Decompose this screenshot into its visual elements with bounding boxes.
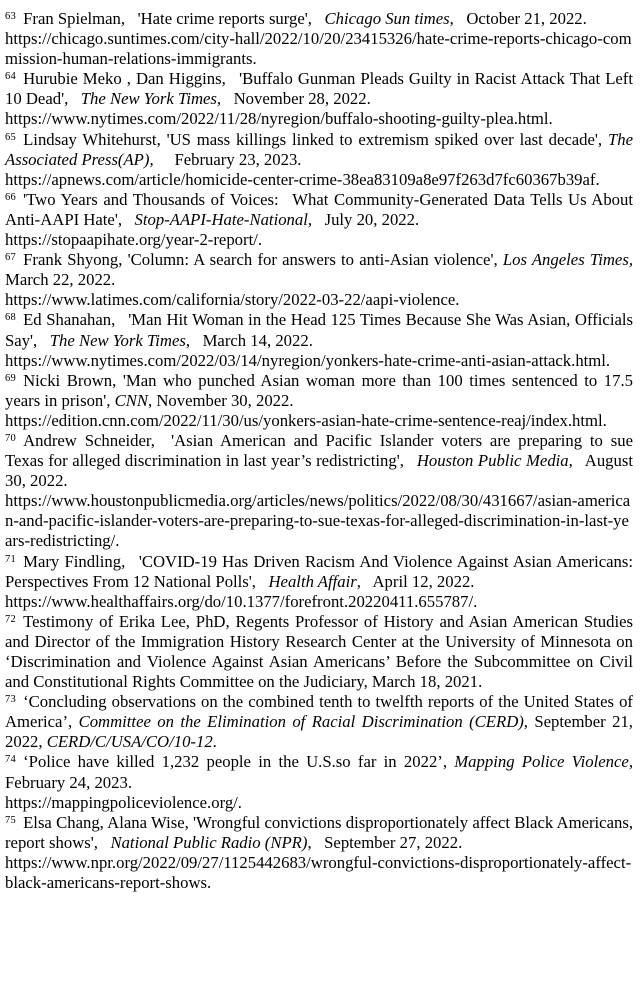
footnote-citation-text: March 22, 2022. [5, 270, 116, 290]
footnote [5, 130, 633, 190]
footnote-source-name: Health Affair [268, 571, 357, 591]
footnote-source-name: CNN [114, 390, 149, 410]
footnote-citation-text: ‘Police have killed 1,232 people in the U.S.so far in 2022’, [23, 752, 455, 772]
footnote-citation-text: 'Two Years and Thousands of Voices: What Community-Generated Data Tells Us About Anti-AAPI Hate', [5, 189, 633, 229]
footnote-citation-text: , October 21, 2022. [449, 9, 587, 28]
footnote-citation-text: Fran Spielman, 'Hate crime reports surge', [23, 9, 325, 28]
footnote-number: 69 [5, 372, 17, 384]
footnote [5, 612, 633, 692]
footnote-citation-text: ‘Concluding observations on the combined tenth to twelfth reports of the United States of America’, [5, 692, 633, 732]
footnote-url: https://www.latimes.com/california/story/2022-03-22/aapi-violence. [5, 290, 460, 310]
footnote [5, 752, 633, 812]
footnote-citation-text: Andrew Schneider, 'Asian American and Pacific Islander voters are preparing to sue Texas for alleged discrimination in last year’s redistricting', [5, 430, 633, 471]
footnote-url: https://www.healthaffairs.org/do/10.1377/forefront.20220411.655787/. [5, 591, 478, 611]
footnote-citation-text: , February 23, 2023. [149, 149, 302, 169]
footnote-source-name: The New York Times [80, 89, 217, 109]
footnote-citation-text: Lindsay Whitehurst, 'US mass killings linked to extremism spiked over last decade', [23, 129, 608, 149]
footnote-citation-text: Frank Shyong, 'Column: A search for answers to anti-Asian violence', [23, 250, 503, 270]
footnote-url: https://mappingpoliceviolence.org/. [5, 792, 242, 812]
footnote-source-name: Houston Public Media [416, 451, 569, 471]
footnote [5, 813, 633, 893]
footnote-number: 71 [5, 553, 17, 565]
footnote-citation-text: September 21, 2022, [5, 712, 633, 752]
footnote-number: 67 [5, 252, 17, 264]
footnote-number: 75 [5, 814, 17, 826]
footnote-citation-text: , November 30, 2022. [148, 390, 294, 410]
footnote [5, 9, 633, 69]
footnote-citation-text: . [212, 732, 217, 752]
footnote-number: 73 [5, 694, 17, 706]
footnote-source-name: CERD/C/USA/CO/10-12 [46, 732, 213, 752]
footnote-citation-text: , July 20, 2022. [307, 209, 420, 229]
footnote-source-name: Committee on the Elimination of Racial Discrimination (CERD), [78, 712, 528, 732]
footnote-list [5, 9, 633, 893]
footnote-number: 70 [5, 432, 17, 444]
footnote [5, 431, 633, 552]
footnote-source-name: Mapping Police Violence, [454, 752, 633, 772]
footnote [5, 250, 633, 310]
footnote-number: 63 [5, 11, 17, 22]
footnote-url: https://www.nytimes.com/2022/11/28/nyregion/buffalo-shooting-guilty-plea.html. [5, 109, 553, 129]
footnote [5, 371, 633, 431]
footnote-citation-text: Nicki Brown, 'Man who punched Asian woman more than 100 times sentenced to 17.5 years in prison', [5, 370, 633, 410]
footnote-citation-text: February 24, 2023. [5, 772, 132, 792]
footnote-number: 66 [5, 191, 17, 203]
footnote-citation-text: Elsa Chang, Alana Wise, 'Wrongful convictions disproportionately affect Black Americans, report shows', [5, 812, 633, 852]
footnote-citation-text: Mary Findling, 'COVID-19 Has Driven Racism And Violence Against Asian Americans: Perspectives From 12 National Polls', [5, 551, 633, 591]
footnote-url: https://www.houstonpublicmedia.org/articles/news/politics/2022/08/30/431667/asian-american-and-pacific-islander-voters-are-preparing-to-sue-texas-for-alleged-discrimination-in-last-years-redistricting/. [5, 491, 631, 551]
footnote-source-name: Stop-AAPI-Hate-National [134, 209, 308, 229]
footnote-number: 68 [5, 312, 17, 324]
footnote-url: https://chicago.suntimes.com/city-hall/2022/10/20/23415326/hate-crime-reports-chicago-commission-human-relations-immigrants. [5, 29, 632, 69]
footnote-number: 65 [5, 131, 17, 143]
footnote-url: https://stopaapihate.org/year-2-report/. [5, 230, 263, 250]
footnote-url: https://edition.cnn.com/2022/11/30/us/yonkers-asian-hate-crime-sentence-reaj/index.html. [5, 410, 607, 430]
footnote-url: https://apnews.com/article/homicide-center-crime-38ea83109a8e97f263d7fc60367b39af. [5, 169, 600, 189]
footnote-url: https://www.npr.org/2022/09/27/1125442683/wrongful-convictions-disproportionately-affect-black-americans-report-shows. [5, 852, 632, 893]
footnote-source-name: National Public Radio (NPR) [110, 832, 308, 852]
footnote [5, 552, 633, 612]
footnote-citation-text: , April 12, 2022. [356, 571, 475, 591]
footnote-citation-text: , August 30, 2022. [5, 451, 633, 491]
footnote-source-name: The Associated Press(AP) [5, 129, 633, 169]
footnote [5, 692, 633, 752]
footnote-source-name: The New York Times [49, 330, 186, 350]
footnote-citation-text: Testimony of Erika Lee, PhD, Regents Professor of History and Asian American Studies and Director of the Immigration History Research Center at the University of Minnesota on ‘Discrimination and Violence Against Asian Americans’ Before the Subcommittee on Civil and Constitutional Rights Committee on the Judiciary, March 18, 2021. [5, 611, 633, 692]
footnote-citation-text: Hurubie Meko , Dan Higgins, 'Buffalo Gunman Pleads Guilty in Racist Attack That Left 10 Dead', [5, 69, 633, 109]
footnote-url: https://www.nytimes.com/2022/03/14/nyregion/yonkers-hate-crime-anti-asian-attack.html. [5, 350, 611, 370]
footnote-citation-text: , March 14, 2022. [185, 330, 313, 350]
footnote-source-name: Los Angeles Times, [502, 250, 633, 270]
footnote-source-name: Chicago Sun times [324, 9, 450, 28]
footnote [5, 190, 633, 250]
footnote-number: 64 [5, 71, 17, 83]
footnote-number: 74 [5, 754, 17, 766]
footnote-citation-text: Ed Shanahan, 'Man Hit Woman in the Head 125 Times Because She Was Asian, Officials Say', [5, 310, 633, 350]
footnote-citation-text: , November 28, 2022. [216, 89, 371, 109]
footnote-number: 72 [5, 613, 17, 625]
footnote [5, 69, 633, 129]
footnote-citation-text: , September 27, 2022. [307, 832, 463, 852]
footnote [5, 310, 633, 370]
